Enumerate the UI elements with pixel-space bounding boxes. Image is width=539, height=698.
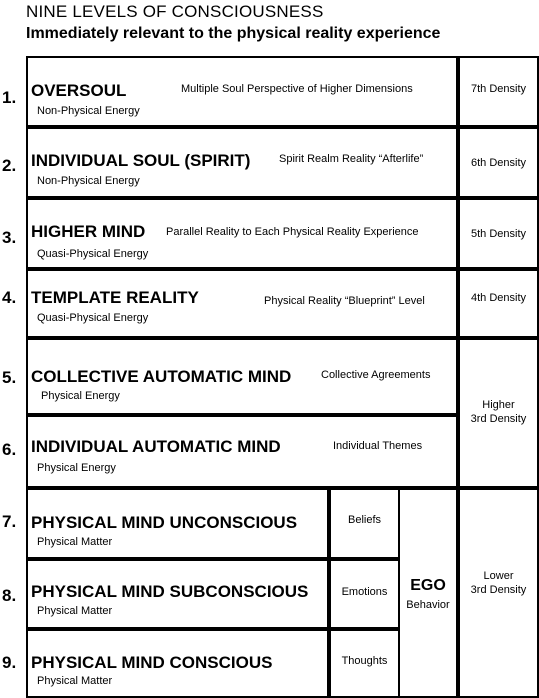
ego-subtitle: Behavior [406, 599, 450, 611]
level-1-name: OVERSOUL [31, 81, 127, 100]
density-higher-3rd-label-line1: Higher [482, 399, 515, 411]
level-1-energy: Non-Physical Energy [37, 105, 140, 117]
level-8-description: Emotions [341, 586, 388, 598]
level-5-description: Collective Agreements [321, 369, 431, 381]
level-6-number: 6. [2, 440, 17, 459]
level-3-description: Parallel Reality to Each Physical Reality Experience [166, 226, 419, 238]
density-7-label: 7th Density [470, 83, 527, 95]
level-2-number: 2. [2, 156, 17, 175]
level-9-energy: Physical Matter [37, 675, 113, 687]
diagram-title: NINE LEVELS OF CONSCIOUSNESS [26, 2, 324, 21]
level-3-number: 3. [2, 228, 17, 247]
density-4-label: 4th Density [470, 292, 527, 304]
level-9-name: PHYSICAL MIND CONSCIOUS [31, 653, 273, 672]
level-6-name: INDIVIDUAL AUTOMATIC MIND [31, 437, 281, 456]
level-2-energy: Non-Physical Energy [37, 175, 140, 187]
level-2-description: Spirit Realm Reality “Afterlife” [279, 153, 424, 165]
level-3-name: HIGHER MIND [31, 222, 146, 241]
density-6-label: 6th Density [470, 157, 527, 169]
level-1-description: Multiple Soul Perspective of Higher Dimensions [181, 83, 413, 95]
level-4-energy: Quasi-Physical Energy [37, 312, 149, 324]
level-8-name: PHYSICAL MIND SUBCONSCIOUS [31, 582, 309, 601]
level-5-energy: Physical Energy [41, 390, 120, 402]
level-7-number: 7. [2, 512, 17, 531]
level-4-name: TEMPLATE REALITY [31, 288, 199, 307]
level-9-description: Thoughts [341, 655, 388, 667]
level-6-description: Individual Themes [333, 440, 423, 452]
ego-title: EGO [410, 577, 446, 594]
level-9-number: 9. [2, 653, 17, 672]
diagram-subtitle: Immediately relevant to the physical reality experience [26, 25, 441, 42]
level-3-energy: Quasi-Physical Energy [37, 248, 149, 260]
level-7-energy: Physical Matter [37, 536, 113, 548]
level-7-description: Beliefs [347, 514, 382, 526]
level-1-number: 1. [2, 88, 17, 107]
level-4-number: 4. [2, 288, 17, 307]
density-higher-3rd-label-line2: 3rd Density [470, 413, 527, 425]
level-5-name: COLLECTIVE AUTOMATIC MIND [31, 367, 292, 386]
level-8-energy: Physical Matter [37, 605, 113, 617]
level-5-number: 5. [2, 368, 17, 387]
level-6-energy: Physical Energy [37, 462, 116, 474]
density-5-label: 5th Density [470, 228, 527, 240]
ego-label [398, 577, 458, 611]
density-lower-3rd-label-line2: 3rd Density [470, 584, 527, 596]
level-4-description: Physical Reality “Blueprint” Level [264, 295, 425, 307]
level-7-name: PHYSICAL MIND UNCONSCIOUS [31, 513, 298, 532]
level-2-name: INDIVIDUAL SOUL (SPIRIT) [31, 151, 251, 170]
density-lower-3rd-label-line1: Lower [483, 570, 514, 582]
level-8-number: 8. [2, 586, 17, 605]
